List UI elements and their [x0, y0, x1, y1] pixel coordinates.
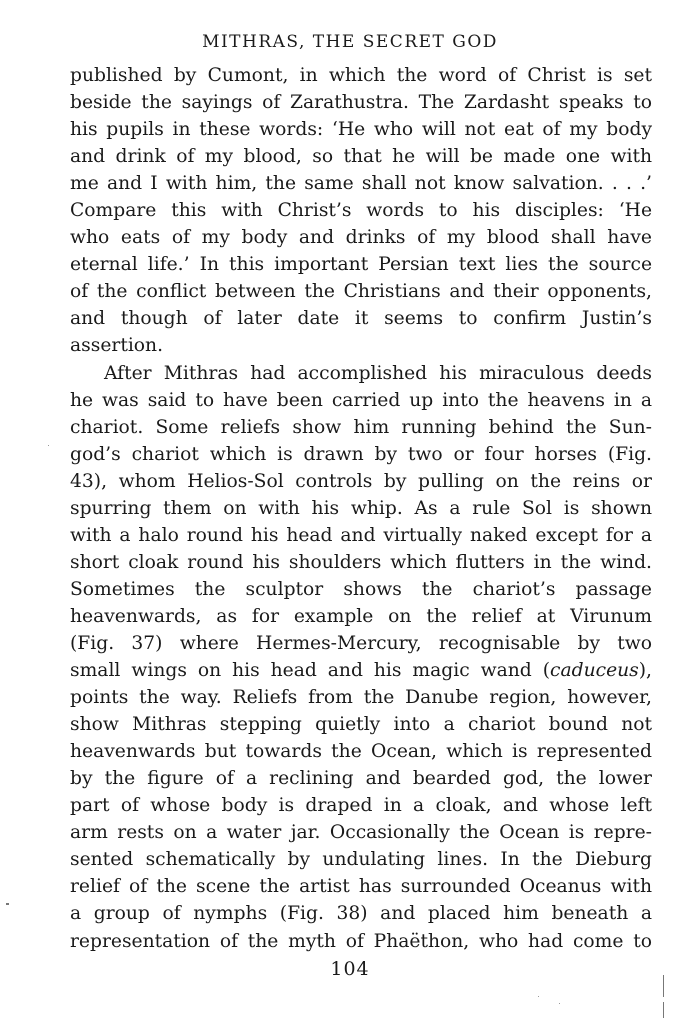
text-line: his pupils in these words: ‘He who will not eat of my body	[70, 119, 652, 141]
scan-mark	[663, 975, 664, 997]
scan-mark	[6, 903, 9, 905]
paragraph-end-line: assertion.	[70, 335, 164, 357]
text-line: relief of the scene the artist has surrounded Oceanus with	[70, 876, 652, 898]
text-line: sented schematically by undulating lines. In the Dieburg	[70, 849, 652, 871]
text-line: representation of the myth of Phaëthon, who had come to	[70, 930, 652, 952]
text-line: who eats of my body and drinks of my blood shall have	[70, 227, 652, 249]
scan-speck	[538, 996, 539, 997]
text-segment: small wings on his head and his magic wand (	[70, 660, 550, 682]
italic-term: caduceus	[550, 660, 639, 682]
text-line: Sometimes the sculptor shows the chariot’s passage	[70, 578, 652, 600]
text-line: heavenwards, as for example on the relief at Virunum	[70, 605, 652, 627]
text-line: with a halo round his head and virtually naked except for a	[70, 524, 652, 546]
scan-speck	[48, 445, 49, 446]
text-line: he was said to have been carried up into the heavens in a	[70, 389, 652, 411]
text-line: short cloak round his shoulders which flutters in the wind.	[70, 551, 652, 573]
text-line: of the conflict between the Christians and their opponents,	[70, 281, 652, 303]
text-line: god’s chariot which is drawn by two or four horses (Fig.	[70, 443, 652, 465]
body-text	[70, 62, 652, 955]
text-line: chariot. Some reliefs show him running behind the Sun-	[70, 416, 652, 438]
text-line: arm rests on a water jar. Occasionally the Ocean is repre-	[70, 822, 652, 844]
paragraph-first-line: After Mithras had accomplished his miraculous deeds	[104, 362, 652, 384]
text-line: beside the sayings of Zarathustra. The Zardasht speaks to	[70, 92, 652, 114]
scan-mark	[663, 1002, 664, 1018]
text-line: heavenwards but towards the Ocean, which is represented	[70, 741, 652, 763]
text-line: eternal life.’ In this important Persian text lies the source	[70, 254, 652, 276]
text-segment: ),	[638, 660, 652, 682]
text-line: points the way. Reliefs from the Danube region, however,	[70, 687, 652, 709]
text-line: a group of nymphs (Fig. 38) and placed him beneath a	[70, 903, 652, 925]
text-line: 43), whom Helios-Sol controls by pulling on the reins or	[70, 470, 652, 492]
text-line: me and I with him, the same shall not know salvation. . . .’	[70, 173, 652, 195]
text-line: show Mithras stepping quietly into a chariot bound not	[70, 714, 652, 736]
text-line: Compare this with Christ’s words to his disciples: ‘He	[70, 200, 652, 222]
scan-speck	[559, 1003, 560, 1004]
text-line: (Fig. 37) where Hermes-Mercury, recognisable by two	[70, 632, 652, 654]
page-number: 104	[330, 958, 370, 980]
text-line: by the figure of a reclining and bearded god, the lower	[70, 768, 652, 790]
text-line: and drink of my blood, so that he will be made one with	[70, 146, 652, 168]
text-line: published by Cumont, in which the word of Christ is set	[70, 65, 652, 86]
text-line-with-italic	[70, 657, 652, 684]
text-line: and though of later date it seems to confirm Justin’s	[70, 308, 652, 330]
running-head: MITHRAS, THE SECRET GOD	[202, 32, 498, 52]
text-line: part of whose body is draped in a cloak, and whose left	[70, 795, 652, 817]
text-line: spurring them on with his whip. As a rule Sol is shown	[70, 497, 652, 519]
